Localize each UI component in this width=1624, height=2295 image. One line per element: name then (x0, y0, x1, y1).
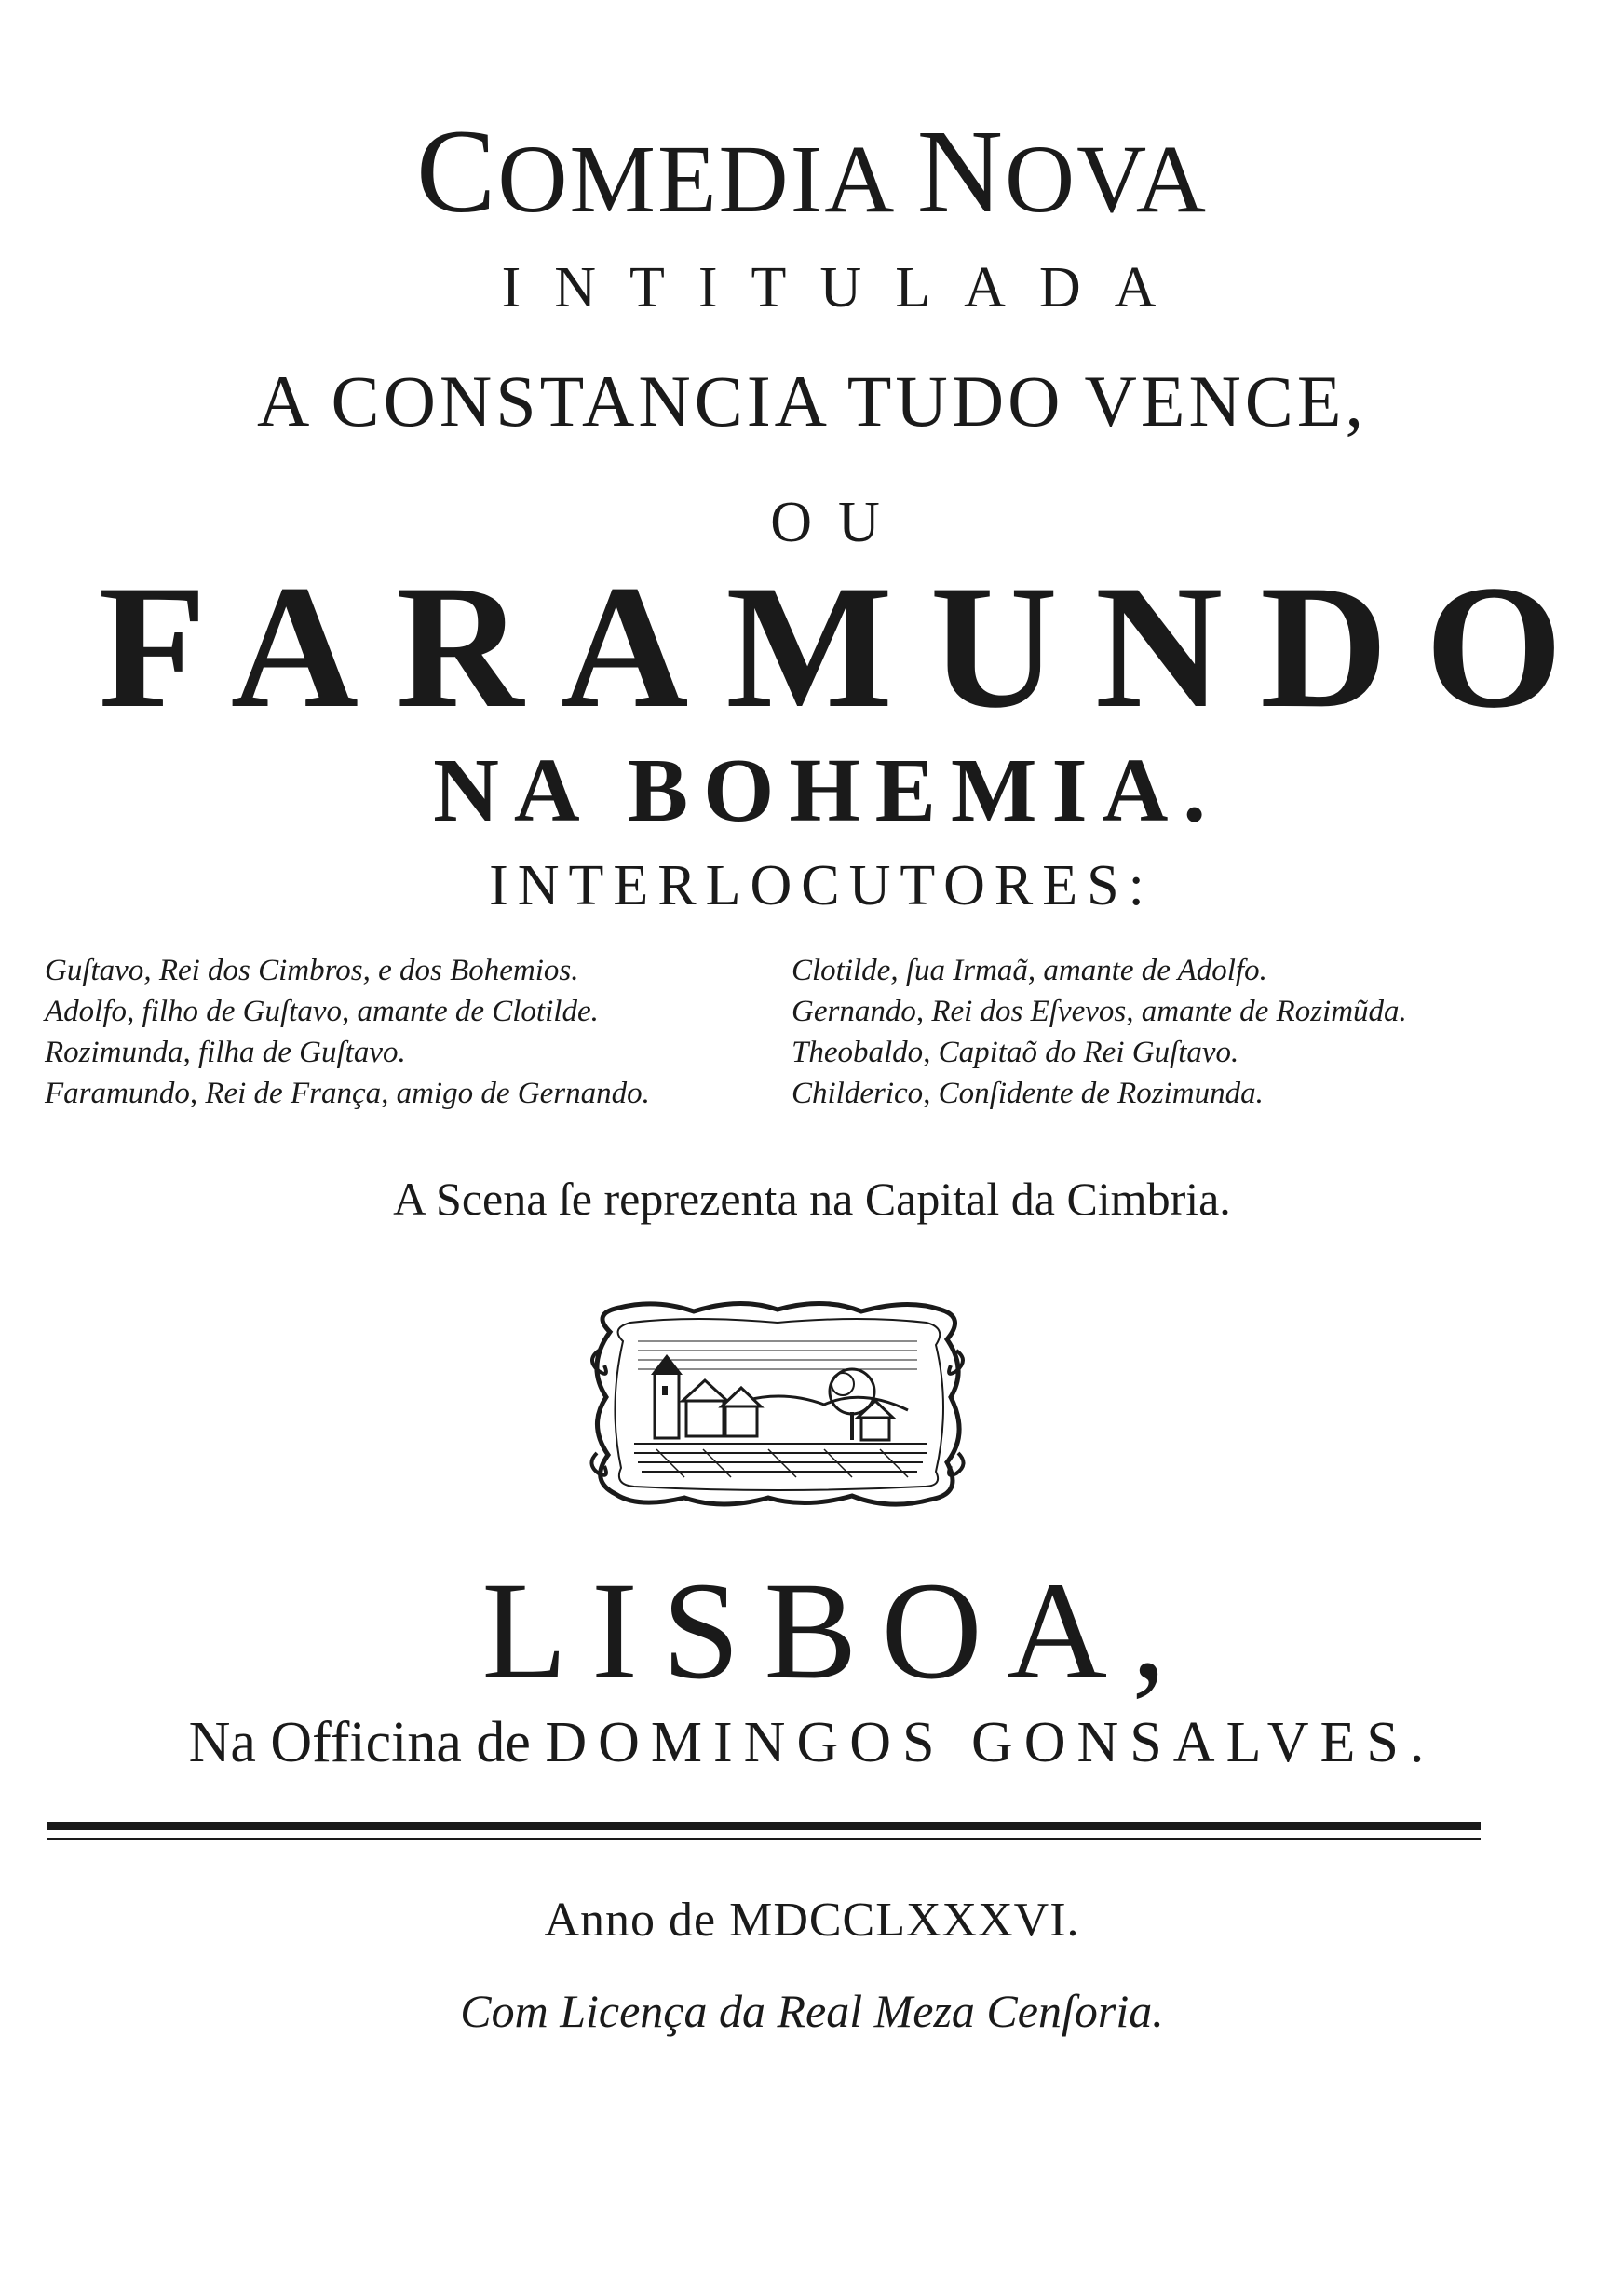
landscape-vignette-ornament (582, 1295, 973, 1511)
title-line-bohemia: NA BOHEMIA. (433, 740, 1221, 841)
double-rule-thin (47, 1838, 1481, 1840)
title-line-ou: OU (770, 491, 906, 554)
printer-imprint (0, 1711, 1624, 1774)
cast-entry: Theobaldo, Capitaõ do Rei Guſtavo. (792, 1036, 1239, 1069)
cast-list-right (792, 950, 1407, 1114)
cast-entry: Rozimunda, filha de Guſtavo. (45, 1036, 406, 1069)
title-rest2: OVA (1005, 126, 1208, 233)
scene-setting: A Scena ſe reprezenta na Capital da Cimbria. (393, 1173, 1231, 1225)
title-rest: OMEDIA (497, 126, 917, 233)
interlocutores-heading: INTERLOCUTORES: (489, 854, 1154, 917)
censorship-license: Com Licença da Real Meza Cenſoria. (460, 1985, 1164, 2037)
title-line-faramundo: FARAMUNDO (98, 550, 1601, 745)
cast-entry: Faramundo, Rei de França, amigo de Gernando. (45, 1077, 650, 1110)
cast-entry: Gernando, Rei dos Eſvevos, amante de Rozimũda. (792, 995, 1407, 1028)
title-cap-n: N (916, 105, 1006, 238)
title-line-comedia-nova (0, 105, 1624, 238)
cast-entry: Guſtavo, Rei dos Cimbros, e dos Bohemios. (45, 954, 579, 987)
city-imprint: LISBOA, (481, 1554, 1191, 1708)
cast-entry: Clotilde, ſua Irmaã, amante de Adolfo. (792, 954, 1267, 987)
title-cap-c: C (416, 105, 498, 238)
publication-year: Anno de MDCCLXXXVI. (544, 1894, 1080, 1947)
title-line-constancia: A CONSTANCIA TUDO VENCE, (257, 360, 1367, 441)
cast-list-left (45, 950, 650, 1114)
double-rule-thick (47, 1822, 1481, 1830)
cast-entry: Adolfo, filho de Guſtavo, amante de Clotilde. (45, 995, 599, 1028)
cast-entry: Childerico, Conſidente de Rozimunda. (792, 1077, 1264, 1110)
printer-prefix: Na Officina de (188, 1711, 546, 1774)
printer-name: DOMINGOS GONSALVES. (545, 1711, 1436, 1774)
title-line-intitulada: INTITULADA (501, 256, 1190, 319)
